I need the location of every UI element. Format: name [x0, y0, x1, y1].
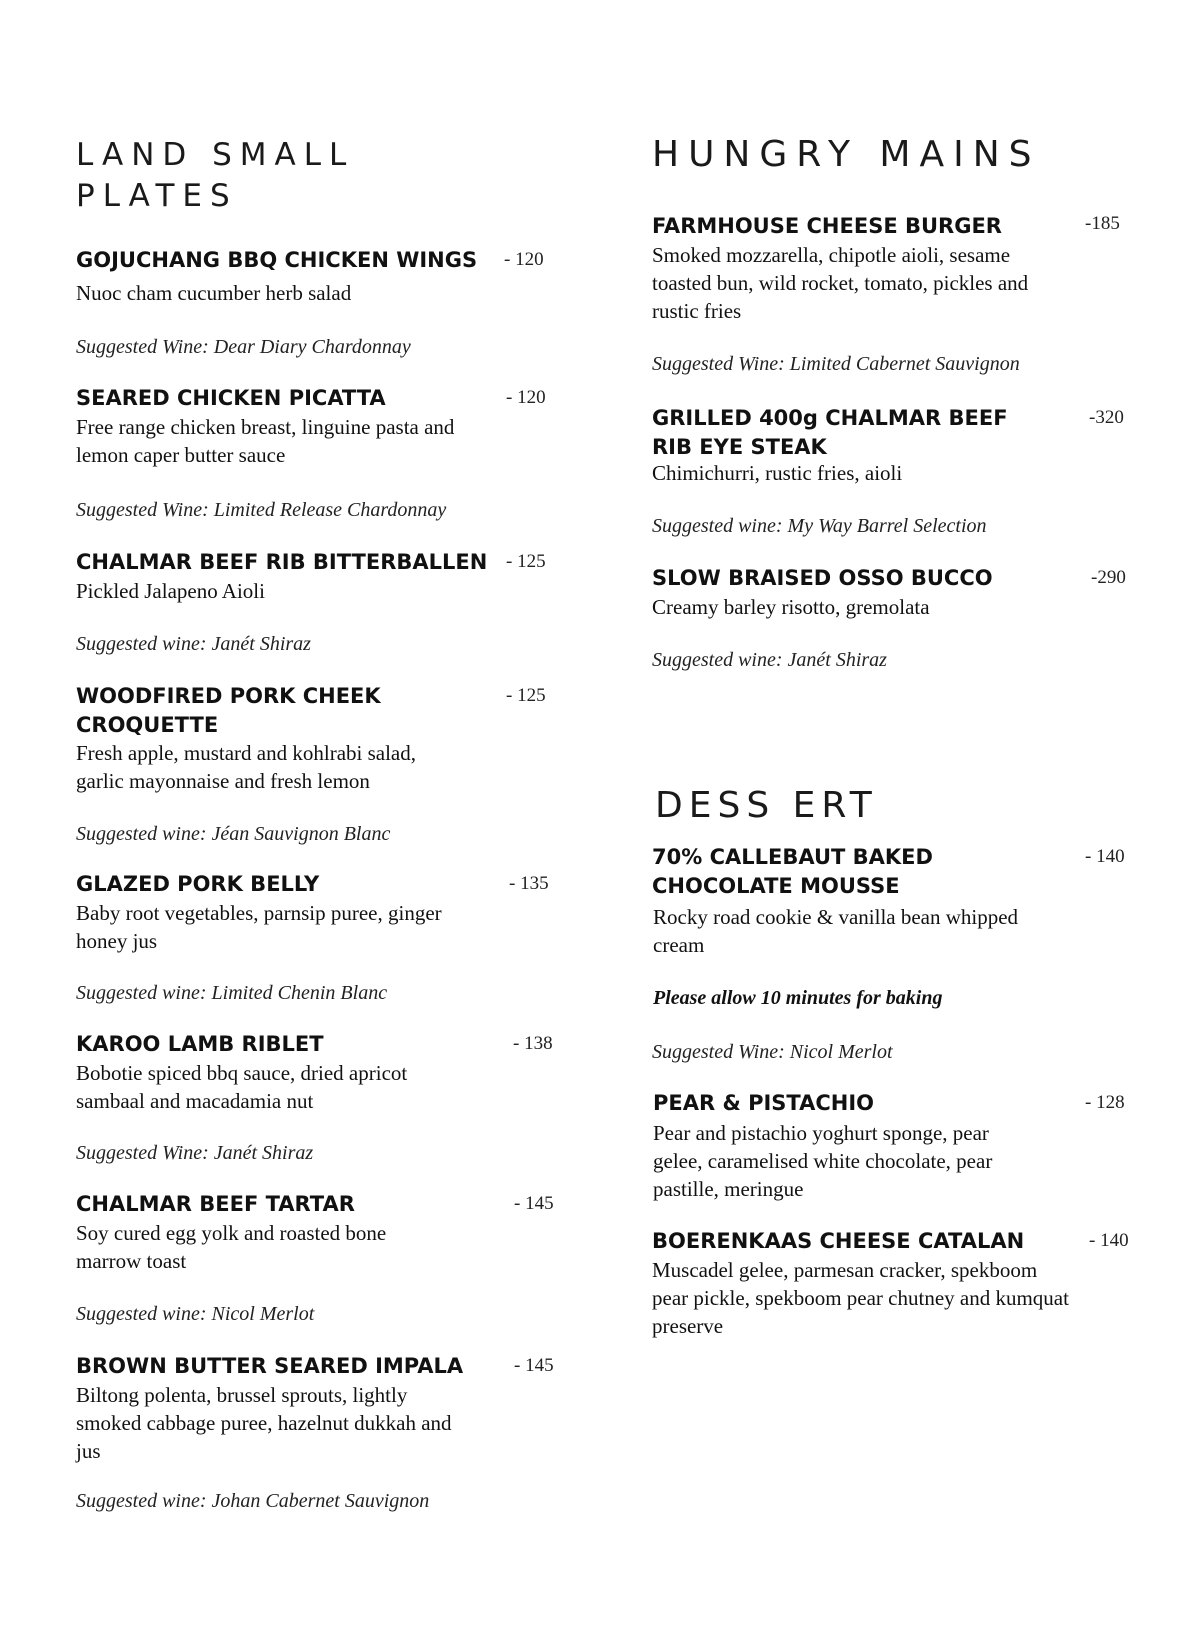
suggested-wine: Suggested wine: Nicol Merlot	[76, 1303, 315, 1325]
item-title: GLAZED PORK BELLY	[76, 872, 320, 896]
item-title: KAROO LAMB RIBLET	[76, 1032, 324, 1056]
suggested-wine: Suggested wine: Jéan Sauvignon Blanc	[76, 823, 391, 845]
item-title: 70% CALLEBAUT BAKED CHOCOLATE MOUSSE	[652, 845, 933, 898]
suggested-wine: Suggested wine: My Way Barrel Selection	[652, 515, 987, 537]
menu-item	[652, 1227, 1172, 1347]
menu-item	[76, 682, 556, 862]
heading-line: PLATES	[76, 178, 238, 214]
suggested-wine: Suggested Wine: Janét Shiraz	[76, 1142, 314, 1164]
item-description: Nuoc cham cucumber herb salad	[76, 281, 352, 305]
item-price: - 138	[513, 1033, 553, 1054]
item-price: - 140	[1085, 846, 1125, 867]
menu-item	[76, 1030, 556, 1190]
suggested-wine: Suggested wine: Johan Cabernet Sauvignon	[76, 1490, 430, 1512]
item-description: Bobotie spiced bbq sauce, dried apricot sambaal and macadamia nut	[76, 1061, 408, 1113]
hungry-mains-heading: HUNGRY MAINS	[652, 134, 1041, 175]
item-title: GOJUCHANG BBQ CHICKEN WINGS	[76, 248, 478, 272]
suggested-wine: Suggested Wine: Nicol Merlot	[652, 1041, 893, 1063]
item-title: BROWN BUTTER SEARED IMPALA	[76, 1354, 464, 1378]
menu-item	[652, 404, 1172, 554]
item-description: Biltong polenta, brussel sprouts, lightly smoked cabbage puree, hazelnut dukkah and jus	[76, 1383, 452, 1463]
item-title: CHALMAR BEEF TARTAR	[76, 1192, 355, 1216]
item-title: SEARED CHICKEN PICATTA	[76, 386, 386, 410]
item-description: Fresh apple, mustard and kohlrabi salad, garlic mayonnaise and fresh lemon	[76, 741, 416, 793]
menu-item	[76, 246, 556, 376]
menu-item	[76, 384, 556, 544]
item-description: Baby root vegetables, parnsip puree, ginger honey jus	[76, 901, 442, 953]
heading-line: LAND SMALL	[76, 137, 355, 173]
menu-item	[652, 564, 1172, 694]
menu-item	[76, 548, 556, 678]
item-title: GRILLED 400g CHALMAR BEEF RIB EYE STEAK	[652, 406, 1008, 459]
suggested-wine: Suggested wine: Janét Shiraz	[76, 633, 311, 655]
item-price: - 135	[509, 873, 549, 894]
suggested-wine: Suggested Wine: Limited Cabernet Sauvignon	[652, 353, 1020, 375]
land-small-plates-heading	[76, 135, 354, 217]
item-description: Pickled Jalapeno Aioli	[76, 579, 265, 603]
dessert-heading: DESS ERT	[655, 785, 878, 826]
item-price: -185	[1085, 213, 1120, 234]
item-title: FARMHOUSE CHEESE BURGER	[652, 214, 1002, 238]
item-description: Muscadel gelee, parmesan cracker, spekboom pear pickle, spekboom pear chutney and kumquat preserve	[652, 1258, 1069, 1338]
menu-item	[652, 843, 1172, 1073]
item-price: - 145	[514, 1193, 554, 1214]
item-description: Smoked mozzarella, chipotle aioli, sesame toasted bun, wild rocket, tomato, pickles and rustic fries	[652, 243, 1029, 323]
menu-item	[76, 1190, 556, 1350]
item-price: - 120	[506, 387, 546, 408]
item-description: Rocky road cookie & vanilla bean whipped cream	[653, 905, 1019, 957]
menu-item	[76, 1352, 556, 1572]
item-title: BOERENKAAS CHEESE CATALAN	[652, 1229, 1025, 1253]
item-description: Free range chicken breast, linguine pasta and lemon caper butter sauce	[76, 415, 455, 467]
menu-item	[653, 1089, 1173, 1209]
item-price: - 125	[506, 685, 546, 706]
item-price: - 145	[514, 1355, 554, 1376]
item-title: CHALMAR BEEF RIB BITTERBALLEN	[76, 550, 488, 574]
suggested-wine: Suggested Wine: Limited Release Chardonnay	[76, 499, 447, 521]
menu-item	[652, 212, 1172, 387]
item-price: - 120	[504, 249, 544, 270]
item-price: - 125	[506, 551, 546, 572]
item-title: PEAR & PISTACHIO	[653, 1091, 875, 1115]
menu-item	[76, 870, 556, 1030]
baking-note: Please allow 10 minutes for baking	[653, 987, 943, 1009]
item-title: SLOW BRAISED OSSO BUCCO	[652, 566, 993, 590]
suggested-wine: Suggested Wine: Dear Diary Chardonnay	[76, 336, 411, 358]
item-price: -290	[1091, 567, 1126, 588]
suggested-wine: Suggested wine: Limited Chenin Blanc	[76, 982, 388, 1004]
item-price: - 128	[1085, 1092, 1125, 1113]
item-description: Chimichurri, rustic fries, aioli	[652, 461, 903, 485]
item-description: Creamy barley risotto, gremolata	[652, 595, 930, 619]
item-title: WOODFIRED PORK CHEEK CROQUETTE	[76, 684, 381, 737]
suggested-wine: Suggested wine: Janét Shiraz	[652, 649, 887, 671]
item-price: - 140	[1089, 1230, 1129, 1251]
item-description: Soy cured egg yolk and roasted bone marrow toast	[76, 1221, 387, 1273]
item-price: -320	[1089, 407, 1124, 428]
item-description: Pear and pistachio yoghurt sponge, pear gelee, caramelised white chocolate, pear pastille, meringue	[653, 1121, 993, 1201]
